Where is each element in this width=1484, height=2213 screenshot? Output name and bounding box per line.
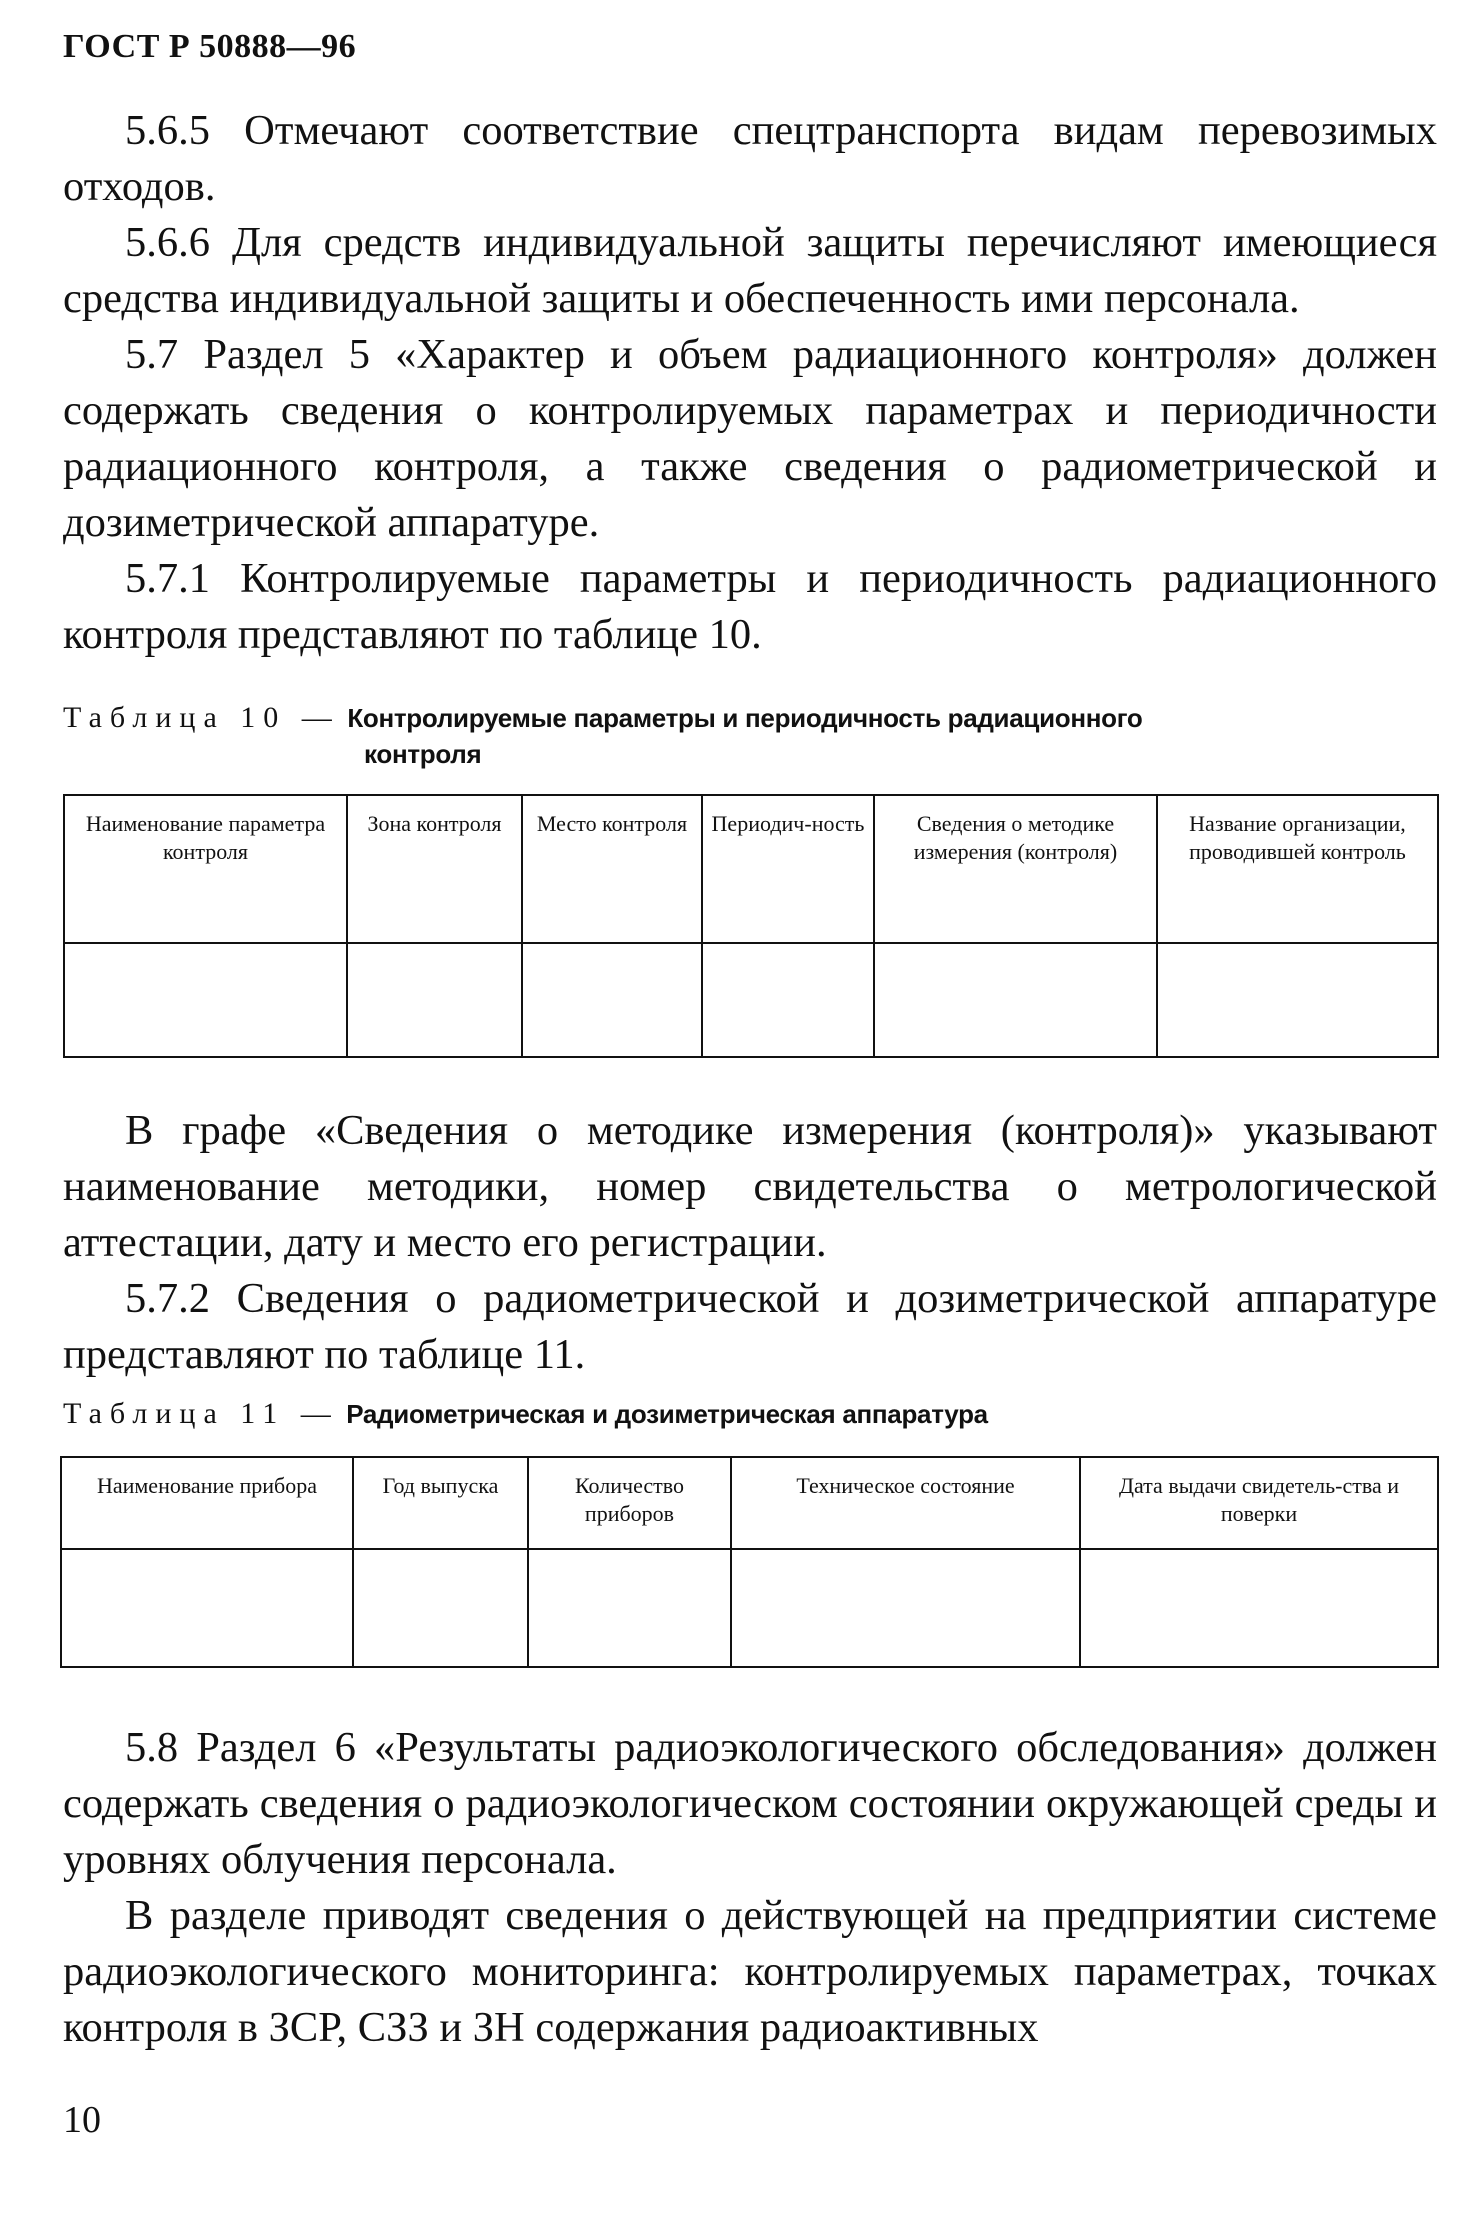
- table11-title: Радиометрическая и дозиметрическая аппаратура: [346, 1399, 988, 1429]
- paragraph-5-8: 5.8 Раздел 6 «Результаты радиоэкологического обследования» должен содержать сведения о радиоэкологическом состоянии окружающей среды и уровнях облучения персонала.: [63, 1724, 1437, 1883]
- table-cell: [1157, 943, 1438, 1057]
- text-block-3: [63, 1720, 1437, 2056]
- table10-header-cell: Наименование параметра контроля: [64, 795, 347, 943]
- table10-empty-row: [64, 943, 1438, 1057]
- table-cell: [702, 943, 874, 1057]
- table10-title-line2: контроля: [364, 739, 482, 769]
- table11-header-cell: Количество приборов: [528, 1457, 731, 1549]
- table-cell: [61, 1549, 353, 1667]
- table-cell: [347, 943, 522, 1057]
- table10-label: Таблица 10 —: [63, 701, 340, 734]
- paragraph-5-7-1: 5.7.1 Контролируемые параметры и периодичность радиационного контроля представляют по таблице 10.: [63, 555, 1437, 658]
- paragraph-5-7: 5.7 Раздел 5 «Характер и объем радиационного контроля» должен содержать сведения о контролируемых параметрах и периодичности радиационного контроля, а также сведения о радиометрической и дозиметрической аппаратуре.: [63, 331, 1437, 546]
- table10-header-cell: Зона контроля: [347, 795, 522, 943]
- table11-header-cell: Год выпуска: [353, 1457, 528, 1549]
- table11-header-cell: Наименование прибора: [61, 1457, 353, 1549]
- table10-header-cell: Название организации, проводившей контроль: [1157, 795, 1438, 943]
- table10-header-cell: Место контроля: [522, 795, 702, 943]
- table11-header-row: [61, 1457, 1438, 1549]
- text-block-1: [63, 103, 1437, 663]
- table11-label: Таблица 11 —: [63, 1397, 339, 1430]
- table10-caption: [63, 700, 1143, 772]
- paragraph-5-7-2: 5.7.2 Сведения о радиометрической и дозиметрической аппаратуре представляют по таблице 11.: [63, 1275, 1437, 1378]
- table11-header-cell: Техническое состояние: [731, 1457, 1080, 1549]
- table-11: [60, 1456, 1439, 1668]
- paragraph-monitoring: В разделе приводят сведения о действующей на предприятии системе радиоэкологического мониторинга: контролируемых параметрах, точках контроля в ЗСР, СЗЗ и ЗН содержания радиоактивных: [63, 1892, 1437, 2051]
- document-header: ГОСТ Р 50888—96: [63, 28, 357, 65]
- table11-header-cell: Дата выдачи свидетель-ства и поверки: [1080, 1457, 1438, 1549]
- table-cell: [522, 943, 702, 1057]
- table-cell: [874, 943, 1157, 1057]
- table10-header-row: [64, 795, 1438, 943]
- table-cell: [1080, 1549, 1438, 1667]
- paragraph-table10-note: В графе «Сведения о методике измерения (контроля)» указывают наименование методики, номер свидетельства о метрологической аттестации, дату и место его регистрации.: [63, 1107, 1437, 1266]
- table-cell: [731, 1549, 1080, 1667]
- paragraph-5-6-6: 5.6.6 Для средств индивидуальной защиты перечисляют имеющиеся средства индивидуальной защиты и обеспеченность ими персонала.: [63, 219, 1437, 322]
- table11-empty-row: [61, 1549, 1438, 1667]
- paragraph-5-6-5: 5.6.5 Отмечают соответствие спецтранспорта видам перевозимых отходов.: [63, 107, 1437, 210]
- text-block-2: [63, 1103, 1437, 1383]
- page-number: 10: [63, 2099, 101, 2141]
- table-cell: [64, 943, 347, 1057]
- table-10: [63, 794, 1439, 1058]
- table10-title-line1: Контролируемые параметры и периодичность радиационного: [347, 703, 1143, 733]
- table11-caption: [63, 1396, 988, 1432]
- table10-header-cell: Периодич-ность: [702, 795, 874, 943]
- table-cell: [353, 1549, 528, 1667]
- table-cell: [528, 1549, 731, 1667]
- table10-header-cell: Сведения о методике измерения (контроля): [874, 795, 1157, 943]
